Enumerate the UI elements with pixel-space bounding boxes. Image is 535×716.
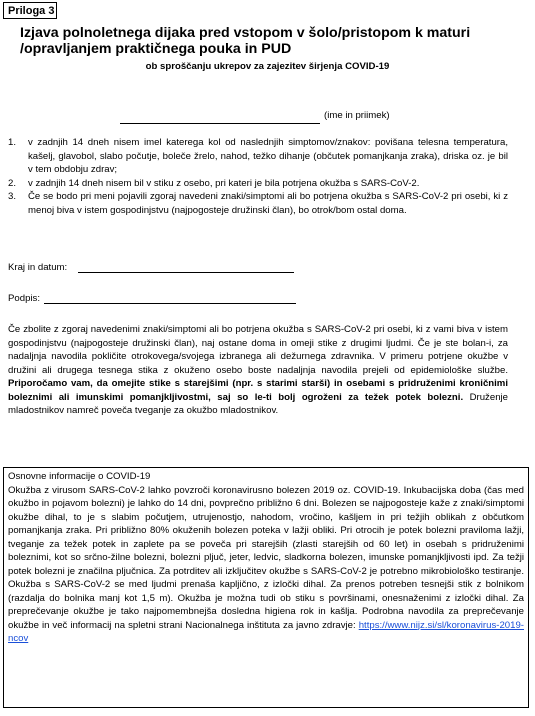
statement-text: v zadnjih 14 dneh nisem imel katerega kol od naslednjih simptomov/znakov: povišana telesna temperatura, kašelj, glavobol, slabo počutje, boleče žrelo, nahod, težko dihanje (občutek pomanjkanja zraka), driska oz. je bil v tem obdobju zdrav;: [28, 137, 508, 175]
name-field-label: (ime in priimek): [324, 110, 390, 121]
advice-text: Če zbolite z zgoraj navedenimi znaki/simptomi ali bo potrjena okužba s SARS-CoV-2 pri osebi, ki z vami biva v istem gospodinjstvu (najpogosteje družinski član), naj ostane doma in omeji stike z drugimi ljudmi. Če je ste bolan-i, za nadaljnja navodila pokličite otrokovega/svojega izbranega ali dežurnega zdravnika. V primeru potrjene okužbe v družini ali drugega tesnega stika z okuženo osebo boste nadaljnja navodila prejeli od epidemiološke službe.: [8, 324, 508, 376]
statement-item: [8, 190, 508, 217]
advice-tail-text: Druženje mladostnikov namreč poveča tveganje za okužbo mladostnikov.: [8, 391, 508, 416]
signature-input-line[interactable]: [44, 303, 296, 304]
statement-item: [8, 136, 508, 177]
statement-number: 2.: [8, 177, 17, 189]
covid-info-box: [3, 467, 529, 708]
place-date-input-line[interactable]: [78, 272, 294, 273]
statement-text: v zadnjih 14 dneh nisem bil v stiku z osebo, pri kateri je bila potrjena okužba s SARS-CoV-2.: [28, 177, 420, 189]
document-subtitle: ob sproščanju ukrepov za zajezitev širjenja COVID-19: [145, 61, 390, 72]
place-date-label: Kraj in datum:: [8, 262, 68, 273]
info-box-title: Osnovne informacije o COVID-19: [8, 471, 151, 482]
info-box-text: [8, 484, 524, 646]
nijz-link[interactable]: https://www.nijz.si/sl/koronavirus-2019-ncov: [8, 619, 524, 644]
advice-bold-text: Priporočamo vam, da omejite stike s starejšimi (npr. s starimi starši) in osebami s pridruženimi kroničnimi boleznimi ali imunskimi pomanjkljivostmi, saj so le-ti bolj ogroženi za težek potek bolezni.: [8, 378, 508, 403]
annex-label: Priloga 3: [3, 2, 57, 19]
statement-number: 1.: [8, 137, 17, 148]
statement-text: Če se bodo pri meni pojavili zgoraj navedeni znaki/simptomi ali bo potrjena okužba s SARS-CoV-2 pri osebi, ki z menoj biva v istem gospodinjstvu (najpogosteje družinski član), bo otrok/bom ostal doma.: [28, 191, 508, 216]
advice-paragraph: [8, 323, 508, 418]
statement-number: 3.: [8, 191, 17, 202]
signature-label: Podpis:: [8, 293, 40, 304]
document-title: Izjava polnoletnega dijaka pred vstopom v šolo/pristopom k maturi /opravljanjem praktičnega pouka in PUD: [20, 25, 471, 57]
statement-list: [8, 136, 508, 217]
info-box-body: Okužba z virusom SARS-CoV-2 lahko povzroči koronavirusno bolezen 2019 oz. COVID-19. Inkubacijska doba (čas med okužbo in pojavom bolezni) je lahko do 14 dni, povprečno približno 6 dni. Bolezen se najpogosteje kaže z znaki/simptomi okužbe dihal, to je s slabim počutjem, utrujenostjo, nahodom, vročino, kašljem in pri težjih oblikah z občutkom pomanjkanja zraka. Pri približno 80% okuženih bolezen poteka v lažji obliki. Pri otrocih je potek bolezni praviloma lažji, tveganje za težek potek in zaplete pa se poveča pri starejših (zlasti starejših od 60 let) in osebah s pridruženimi boleznimi, kot so srčno-žilne bolezni, bolezni pljuč, jeter, ledvic, sladkorna bolezen, imunske pomanjkljivosti ipd. Za težji potek bolezni je značilna pljučnica. Za potrditev ali izključitev okužbe s SARS-CoV-2 je potrebno mikrobiološko testiranje. Okužba s SARS-CoV-2 se med ljudmi prenaša kapljično, z izločki dihal. Za prenos potreben tesnejši stik z bolnikom (razdalja do bolnika manj kot 1,5 m). Okužba je možna tudi ob stiku s površinami, onesnaženimi z izločki dihal. Za preprečevanje okužbe je tako najpomembnejša dosledna higiena rok in kašlja. Podrobna navodila za preprečevanje okužbe in več informacij na spletni strani Nacionalnega inštituta za javno zdravje:: [8, 484, 524, 631]
name-input-line[interactable]: [120, 111, 320, 124]
statement-item: [8, 177, 508, 191]
